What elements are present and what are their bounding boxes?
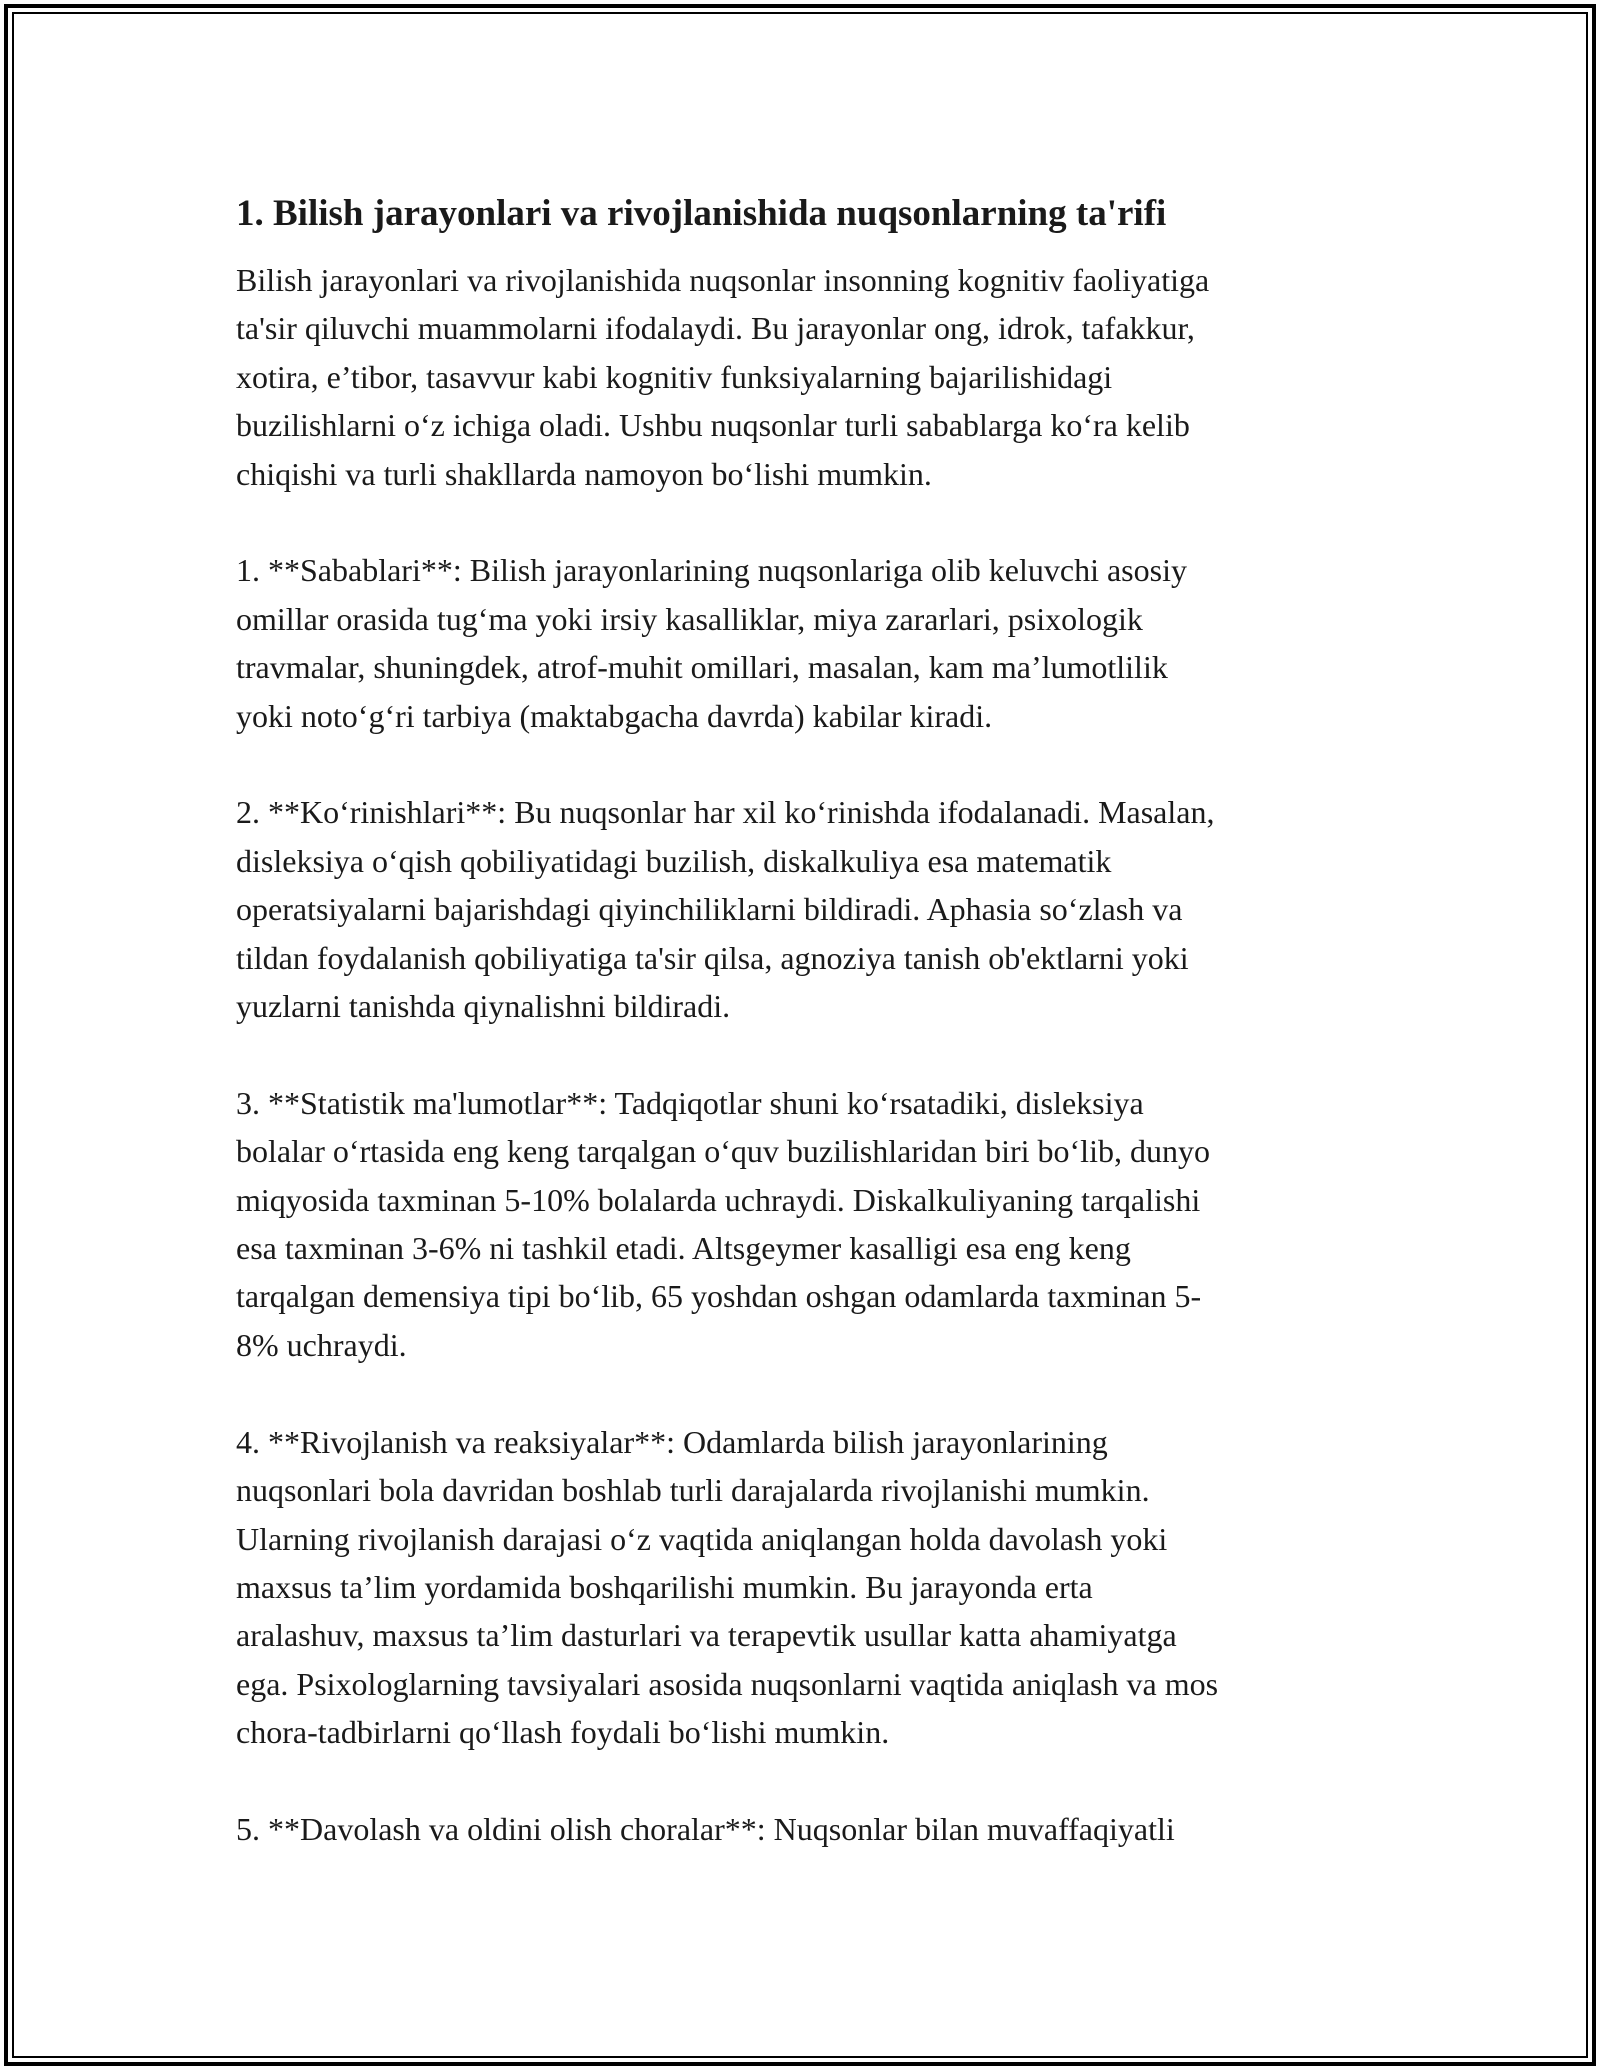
list-item-statistics: 3. **Statistik ma'lumotlar**: Tadqiqotlar shuni ko‘rsatadiki, disleksiya bolalar o‘rtasida eng keng tarqalgan o‘quv buzilishlaridan biri bo‘lib, dunyo miqyosida taxminan 5-10% bolalarda uchraydi. Diskalkuliyaning tarqalishi esa taxminan 3-6% ni tashkil etadi. Altsgeymer kasalligi esa eng keng tarqalgan demensiya tipi bo‘lib, 65 yoshdan oshgan odamlarda taxminan 5- 8% uchraydi.	[236, 1084, 1210, 1363]
list-item-development: 4. **Rivojlanish va reaksiyalar**: Odamlarda bilish jarayonlarining nuqsonlari bola davridan boshlab turli darajalarda rivojlanishi mumkin. Ularning rivojlanish darajasi o‘z vaqtida aniqlangan holda davolash yoki maxsus ta’lim yordamida boshqarilishi mumkin. Bu jarayonda erta aralashuv, maxsus ta’lim dasturlari va terapevtik usullar katta ahamiyatga ega. Psixologlarning tavsiyalari asosida nuqsonlarni vaqtida aniqlash va mos chora-tadbirlarni qo‘llash foydali bo‘lishi mumkin.	[236, 1423, 1219, 1751]
section-heading: 1. Bilish jarayonlari va rivojlanishida nuqsonlarning ta'rifi	[236, 193, 1167, 234]
paragraph-gap	[236, 1030, 1376, 1078]
list-item-manifestations: 2. **Ko‘rinishlari**: Bu nuqsonlar har xil ko‘rinishda ifodalanadi. Masalan, disleksiya o‘qish qobiliyatidagi buzilish, diskalkuliya esa matematik operatsiyalarni bajarishdagi qiyinchiliklarni bildiradi. Aphasia so‘zlash va tildan foydalanish qobiliyatiga ta'sir qilsa, agnoziya tanish ob'ektlarni yoki yuzlarni tanishda qiynalishni bildiradi.	[236, 794, 1215, 1025]
paragraph-gap	[236, 740, 1376, 788]
document-body	[236, 188, 1376, 1853]
intro-paragraph: Bilish jarayonlari va rivojlanishida nuqsonlar insonning kognitiv faoliyatiga ta'sir qiluvchi muammolarni ifodalaydi. Bu jarayonlar ong, idrok, tafakkur, xotira, e’tibor, tasavvur kabi kognitiv funksiyalarning bajarilishidagi buzilishlarni o‘z ichiga oladi. Ushbu nuqsonlar turli sabablarga ko‘ra kelib chiqishi va turli shakllarda namoyon bo‘lishi mumkin.	[236, 262, 1210, 492]
paragraph-gap	[236, 1369, 1376, 1417]
paragraph-gap	[236, 1757, 1376, 1805]
list-item-treatment: 5. **Davolash va oldini olish choralar**: Nuqsonlar bilan muvaffaqiyatli	[236, 1810, 1175, 1847]
list-item-causes: 1. **Sabablari**: Bilish jarayonlarining nuqsonlariga olib keluvchi asosiy omillar orasida tug‘ma yoki irsiy kasalliklar, miya zararlari, psixologik travmalar, shuningdek, atrof-muhit omillari, masalan, kam ma’lumotlilik yoki noto‘g‘ri tarbiya (maktabgacha davrda) kabilar kiradi.	[236, 552, 1187, 734]
paragraph-gap	[236, 498, 1376, 546]
